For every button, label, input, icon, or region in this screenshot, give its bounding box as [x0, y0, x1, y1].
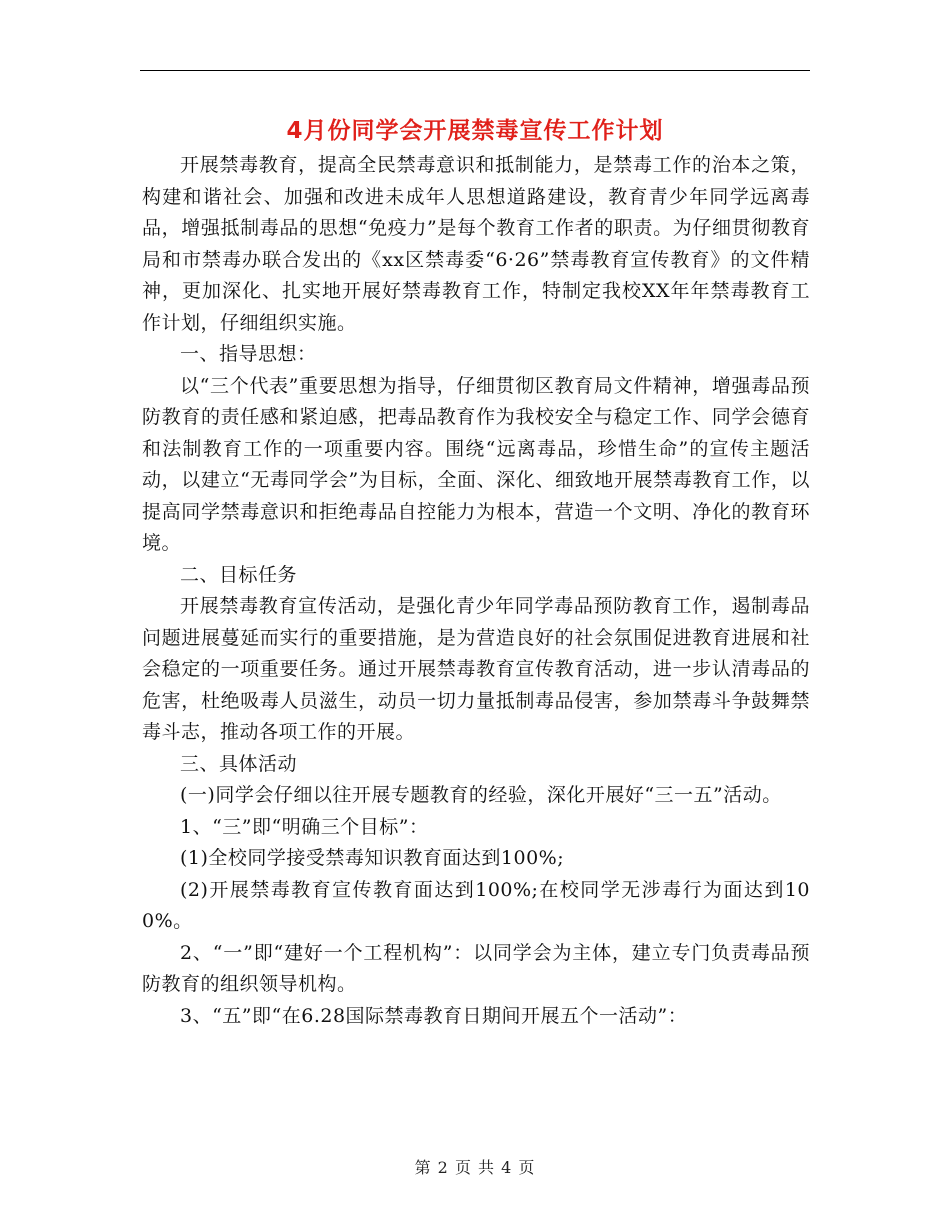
section-heading-guiding-thought: 一、指导思想：	[180, 343, 317, 365]
paragraph-one-org: 2、“一”即“建好一个工程机构”：以同学会为主体，建立专门负责毒品预防教育的组织领导机构。	[142, 941, 810, 995]
paragraph-intro: 开展禁毒教育，提高全民禁毒意识和抵制能力，是禁毒工作的治本之策，构建和谐社会、加强和改进未成年人思想道路建设，教育青少年同学远离毒品，增强抵制毒品的思想“免疫力”是每个教育工作者的职责。为仔细贯彻教育局和市禁毒办联合发出的《xx区禁毒委“6·26”禁毒教育宣传教育》的文件精神，更加深化、扎实地开展好禁毒教育工作，特制定我校XX年年禁毒教育工作计划，仔细组织实施。	[142, 154, 810, 334]
header-rule	[140, 70, 810, 71]
paragraph-three-goals: 1、“三”即“明确三个目标”：	[180, 815, 429, 838]
document-title: 4月份同学会开展禁毒宣传工作计划	[286, 118, 664, 144]
section-heading-goals: 二、目标任务	[180, 563, 298, 586]
paragraph-goal-1: (1)全校同学接受禁毒知识教育面达到100%;	[180, 847, 565, 869]
paragraph-goals: 开展禁毒教育宣传活动，是强化青少年同学毒品预防教育工作，遏制毒品问题进展蔓延而实行的重要措施，是为营造良好的社会氛围促进教育进展和社会稳定的一项重要任务。通过开展禁毒教育宣传教育活动，进一步认清毒品的危害，杜绝吸毒人员滋生，动员一切力量抵制毒品侵害，参加禁毒斗争鼓舞禁毒斗志，推动各项工作的开展。	[142, 595, 810, 743]
paragraph-goal-2: (2)开展禁毒教育宣传教育面达到100%;在校同学无涉毒行为面达到100%。	[142, 878, 810, 932]
paragraph-guiding-thought: 以“三个代表”重要思想为指导，仔细贯彻区教育局文件精神，增强毒品预防教育的责任感和紧迫感，把毒品教育作为我校安全与稳定工作、同学会德育和法制教育工作的一项重要内容。围绕“远离毒品，珍惜生命”的宣传主题活动，以建立“无毒同学会”为目标，全面、深化、细致地开展禁毒教育工作，以提高同学禁毒意识和拒绝毒品自控能力为根本，营造一个文明、净化的教育环境。	[142, 374, 810, 554]
page-number-footer: 第 2 页 共 4 页	[414, 1158, 536, 1177]
paragraph-five-activities: 3、“五”即“在6.28国际禁毒教育日期间开展五个一活动”：	[180, 1004, 688, 1027]
section-heading-activities: 三、具体活动	[180, 752, 298, 775]
paragraph-activity-1: (一)同学会仔细以往开展专题教育的经验，深化开展好“三一五”活动。	[180, 784, 782, 806]
document-body	[142, 150, 810, 1032]
